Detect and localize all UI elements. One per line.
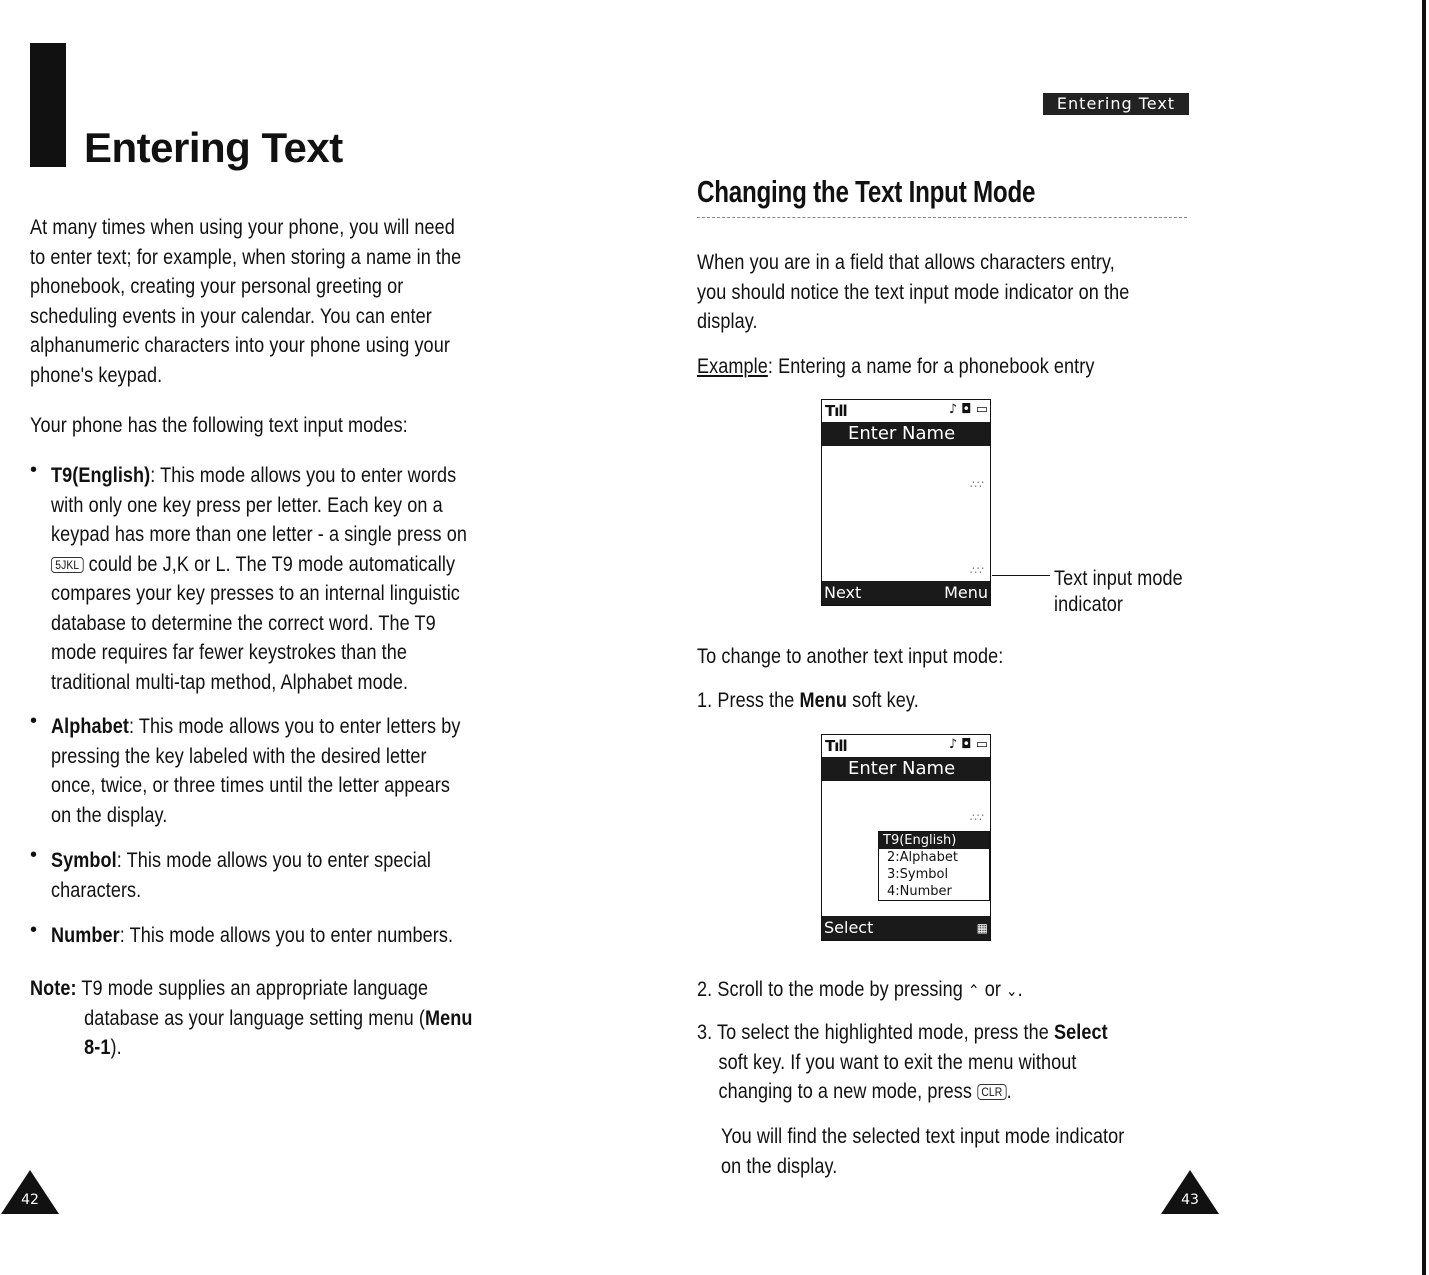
mode-symbol (51, 846, 431, 905)
mode-desc: with only one key press per letter. Each key on a (51, 493, 443, 517)
intro-line: display. (697, 310, 758, 333)
section-tag: Entering Text (1043, 93, 1189, 115)
step-3: 3. To select the highlighted mode, press the Select soft key. If you want to exit the menu without changing to a new mode, press CLR . (697, 1021, 1108, 1103)
note-line: ). (110, 1036, 122, 1059)
menu-item-selected[interactable]: T9(English) (879, 832, 989, 849)
status-bar (822, 735, 990, 757)
mode-desc: characters. (51, 878, 142, 902)
signal-icon: Tıll (825, 402, 847, 420)
scroll-up-key-icon: ⌃ (967, 983, 980, 1000)
note (30, 974, 472, 1063)
menu-item[interactable]: 3:Symbol (887, 867, 949, 882)
page-number: 42 (21, 1192, 39, 1208)
mode-desc: could be J,K or L. The T9 mode automatically (88, 552, 456, 576)
mode-name: Alphabet (51, 715, 129, 738)
phone-screen-1 (821, 399, 991, 606)
closing-line: You will find the selected text input mode indicator (721, 1125, 1125, 1148)
phone-screen-2 (821, 734, 991, 941)
mode-desc: compares your key presses to an internal linguistic (51, 582, 460, 605)
step-text: . (1017, 978, 1023, 1001)
intro-line: to enter text; for example, when storing a name in the (30, 245, 462, 269)
soft-key-next[interactable]: Next (824, 583, 862, 602)
callout-line-text: Text input mode (1054, 567, 1183, 590)
step-bold: Select (1053, 1021, 1108, 1044)
text-mode-indicator-icon: ∴∵ (970, 564, 984, 577)
mode-desc: : This mode allows you to enter words (150, 464, 457, 487)
bullet: • (30, 459, 38, 481)
modes-intro: Your phone has the following text input modes: (30, 414, 408, 437)
soft-key-select[interactable]: Select (824, 918, 874, 937)
screen-header: Enter Name (822, 422, 990, 446)
clear-key-icon: CLR (977, 1084, 1007, 1100)
intro-paragraph (30, 213, 461, 390)
step-text: soft key. (847, 689, 919, 712)
note-menu-number: 8-1 (84, 1036, 111, 1059)
callout-line (992, 575, 1050, 576)
callout-line-text: indicator (1054, 593, 1124, 616)
step-number: 2. (697, 978, 713, 1001)
step-1 (697, 686, 919, 716)
mode-desc: : This mode allows you to enter letters by (128, 715, 461, 738)
mode-desc: traditional multi-tap method, Alphabet mode. (51, 670, 409, 694)
intro-line: At many times when using your phone, you will need (30, 216, 455, 239)
mode-desc: on the display. (51, 803, 168, 827)
soft-key-bar (822, 581, 990, 605)
section-heading: Changing the Text Input Mode (697, 174, 1036, 209)
intro-line: phonebook, creating your personal greeting or (30, 275, 404, 298)
screen-header: Enter Name (822, 757, 990, 781)
example-text: : Entering a name for a phonebook entry (767, 355, 1095, 378)
heading-rule (697, 217, 1187, 218)
note-menu: Menu (424, 1006, 473, 1030)
example-label: Example (697, 355, 768, 378)
note-line: T9 mode supplies an appropriate language (81, 977, 429, 1000)
step-text: soft key. If you want to exit the menu without (718, 1050, 1077, 1074)
bullet: • (30, 919, 38, 941)
page-edge-rule (1422, 0, 1426, 1275)
menu-item[interactable]: 4:Number (887, 884, 952, 899)
soft-key-bar (822, 916, 990, 940)
step-bold: Menu (799, 689, 848, 712)
options-icon[interactable]: ▦ (976, 921, 988, 935)
page-number: 43 (1181, 1192, 1199, 1208)
status-icons: ♪ ◘ ▭ (948, 402, 988, 417)
signal-icon: Tıll (825, 737, 847, 755)
mode-alphabet (51, 712, 460, 830)
step-text: changing to a new mode, press (718, 1080, 972, 1103)
step-text: Scroll to the mode by pressing (717, 978, 963, 1001)
key-5-icon: 5JKL (51, 557, 83, 573)
bullet: • (30, 844, 38, 866)
mode-t9 (51, 461, 467, 697)
mode-name: Symbol (51, 849, 117, 872)
intro-line: scheduling events in your calendar. You can enter (30, 304, 432, 328)
mode-number (51, 921, 453, 951)
step-number: 1. (697, 689, 713, 712)
mode-name: Number (51, 924, 120, 947)
step-2 (697, 975, 1023, 1007)
status-bar (822, 400, 990, 422)
step-number: 3. (697, 1021, 713, 1044)
input-mode-menu (878, 831, 990, 901)
mode-name: T9(English) (51, 464, 151, 487)
mode-desc: pressing the key labeled with the desired letter (51, 744, 427, 768)
note-label: Note: (30, 977, 77, 1000)
text-mode-indicator-icon: ∴∵ (970, 478, 984, 491)
closing-paragraph (721, 1122, 1124, 1181)
bullet: • (30, 710, 38, 732)
mode-desc: mode requires far fewer keystrokes than the (51, 641, 408, 664)
example-line (697, 352, 1095, 382)
step-text: Press the (717, 689, 800, 712)
change-intro: To change to another text input mode: (697, 645, 1004, 668)
title-bar-mark (30, 43, 66, 167)
soft-key-menu[interactable]: Menu (944, 583, 988, 602)
scroll-down-key-icon: ⌄ (1006, 983, 1018, 1000)
right-intro (697, 248, 1129, 337)
note-line: database as your language setting menu ( (84, 1006, 425, 1030)
intro-line: alphanumeric characters into your phone using your (30, 334, 450, 357)
menu-item[interactable]: 2:Alphabet (887, 850, 958, 865)
step-text: To select the highlighted mode, press the (717, 1021, 1054, 1044)
closing-line: on the display. (721, 1154, 838, 1178)
page-title: Entering Text (84, 124, 343, 171)
mode-desc: once, twice, or three times until the letter appears (51, 774, 450, 797)
mode-desc: keypad has more than one letter - a single press on (51, 523, 467, 546)
mode-desc: : This mode allows you to enter numbers. (119, 924, 454, 947)
step-text: or (984, 978, 1001, 1001)
mode-desc: database to determine the correct word. The T9 (51, 611, 436, 635)
text-mode-indicator-icon: ∴∵ (970, 811, 984, 824)
intro-line: you should notice the text input mode indicator on the (697, 280, 1130, 304)
intro-line: phone's keypad. (30, 363, 163, 387)
mode-desc: : This mode allows you to enter special (116, 849, 431, 872)
callout-label (1054, 566, 1183, 618)
status-icons: ♪ ◘ ▭ (948, 737, 988, 752)
intro-line: When you are in a field that allows characters entry, (697, 251, 1115, 274)
